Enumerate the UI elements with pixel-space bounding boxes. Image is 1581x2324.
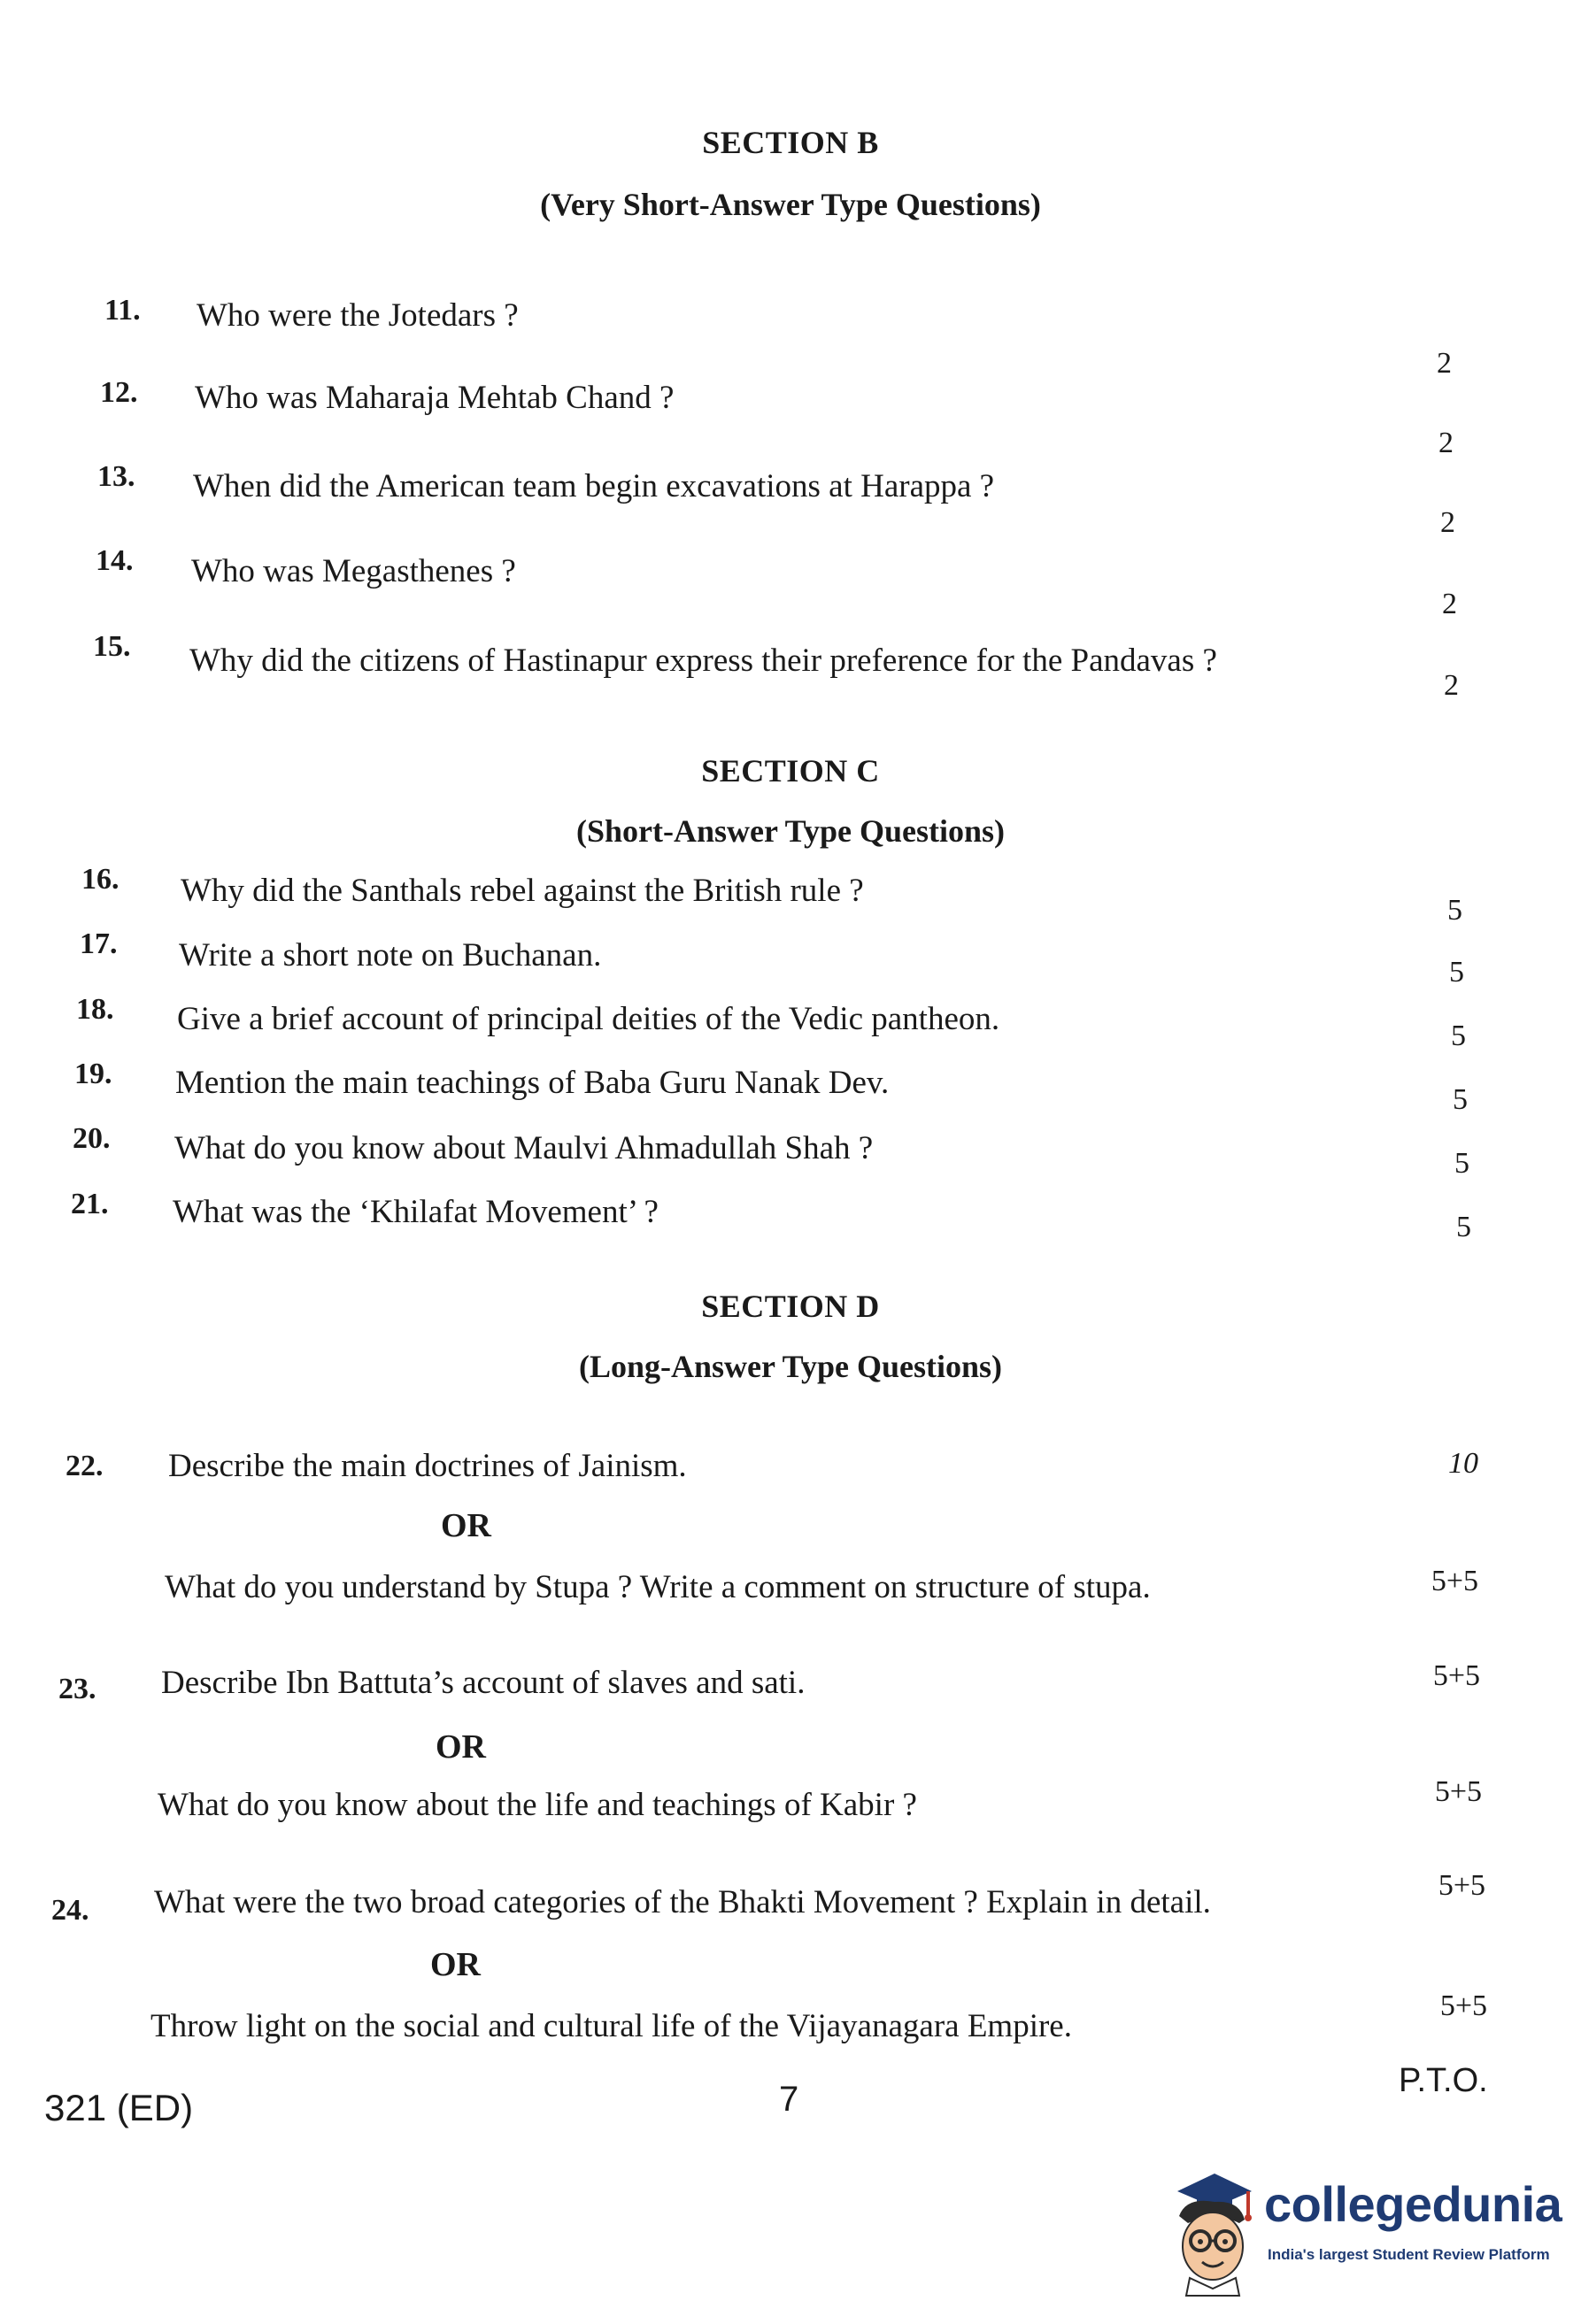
question-marks: 2	[1438, 427, 1454, 459]
question-number: 24.	[51, 1894, 89, 1927]
question-text: When did the American team begin excavations at Harappa ?	[193, 468, 995, 504]
section-d-subtitle: (Long-Answer Type Questions)	[578, 1349, 1003, 1384]
question-text: Write a short note on Buchanan.	[179, 937, 602, 973]
question-number: 16.	[81, 863, 120, 896]
question-number: 20.	[73, 1122, 111, 1155]
section-c-subtitle: (Short-Answer Type Questions)	[575, 813, 1006, 849]
question-alt-text: What do you know about the life and teachings of Kabir ?	[158, 1787, 917, 1823]
or-label: OR	[436, 1728, 486, 1766]
logo-brand-text: collegedunia	[1264, 2176, 1562, 2232]
question-number: 11.	[104, 294, 141, 327]
or-label: OR	[441, 1507, 491, 1544]
question-text: Give a brief account of principal deities of the Vedic pantheon.	[177, 1001, 1000, 1037]
question-text: Who was Maharaja Mehtab Chand ?	[195, 380, 675, 416]
question-number: 14.	[96, 544, 134, 577]
question-marks: 10	[1448, 1447, 1478, 1480]
question-marks: 2	[1444, 669, 1459, 702]
question-text: What do you know about Maulvi Ahmadullah Shah ?	[174, 1130, 874, 1166]
question-number: 22.	[66, 1450, 104, 1482]
section-b-subtitle: (Very Short-Answer Type Questions)	[540, 187, 1041, 222]
question-alt-marks: 5+5	[1434, 1775, 1482, 1808]
question-number: 18.	[76, 993, 114, 1026]
question-marks: 5	[1451, 1020, 1466, 1052]
question-number: 12.	[100, 376, 138, 409]
question-marks: 5	[1453, 1083, 1468, 1116]
question-marks: 5	[1454, 1147, 1469, 1180]
question-alt-marks: 5+5	[1439, 1989, 1487, 2022]
student-mascot-icon	[1160, 2165, 1257, 2297]
question-marks: 5	[1447, 894, 1462, 927]
question-marks: 5+5	[1432, 1659, 1480, 1692]
question-text: What were the two broad categories of the Bhakti Movement ? Explain in detail.	[154, 1884, 1211, 1920]
question-number: 17.	[80, 927, 118, 960]
question-number: 23.	[58, 1673, 96, 1705]
page-number: 7	[779, 2080, 799, 2119]
question-alt-marks: 5+5	[1431, 1565, 1478, 1597]
paper-code: 321 (ED)	[44, 2087, 194, 2128]
question-marks: 5	[1456, 1211, 1471, 1243]
question-number: 13.	[97, 460, 135, 493]
question-number: 15.	[93, 630, 131, 663]
logo-tagline: India's largest Student Review Platform	[1268, 2246, 1550, 2263]
section-d-title: SECTION D	[701, 1289, 880, 1324]
question-marks: 2	[1440, 506, 1455, 539]
question-text: Describe Ibn Battuta’s account of slaves and sati.	[161, 1665, 806, 1701]
question-text: Why did the citizens of Hastinapur express their preference for the Pandavas ?	[189, 643, 1217, 679]
section-c-title: SECTION C	[701, 753, 880, 789]
question-marks: 5+5	[1438, 1869, 1485, 1902]
collegedunia-logo	[1160, 2159, 1567, 2301]
question-text: Mention the main teachings of Baba Guru Nanak Dev.	[175, 1065, 890, 1101]
question-number: 21.	[71, 1188, 109, 1220]
question-marks: 2	[1437, 347, 1452, 380]
question-marks: 2	[1442, 588, 1457, 620]
question-alt-text: Throw light on the social and cultural life of the Vijayanagara Empire.	[150, 2008, 1072, 2044]
question-alt-text: What do you understand by Stupa ? Write a comment on structure of stupa.	[165, 1569, 1151, 1605]
question-text: Describe the main doctrines of Jainism.	[168, 1448, 687, 1484]
question-text: Why did the Santhals rebel against the British rule ?	[181, 873, 864, 909]
pto-label: P.T.O.	[1399, 2062, 1488, 2099]
or-label: OR	[430, 1946, 481, 1983]
question-marks: 5	[1449, 956, 1464, 989]
section-b-title: SECTION B	[702, 125, 879, 160]
question-number: 19.	[74, 1058, 112, 1090]
question-text: Who was Megasthenes ?	[191, 553, 516, 589]
question-text: What was the ‘Khilafat Movement’ ?	[173, 1194, 659, 1230]
question-text: Who were the Jotedars ?	[197, 297, 519, 334]
